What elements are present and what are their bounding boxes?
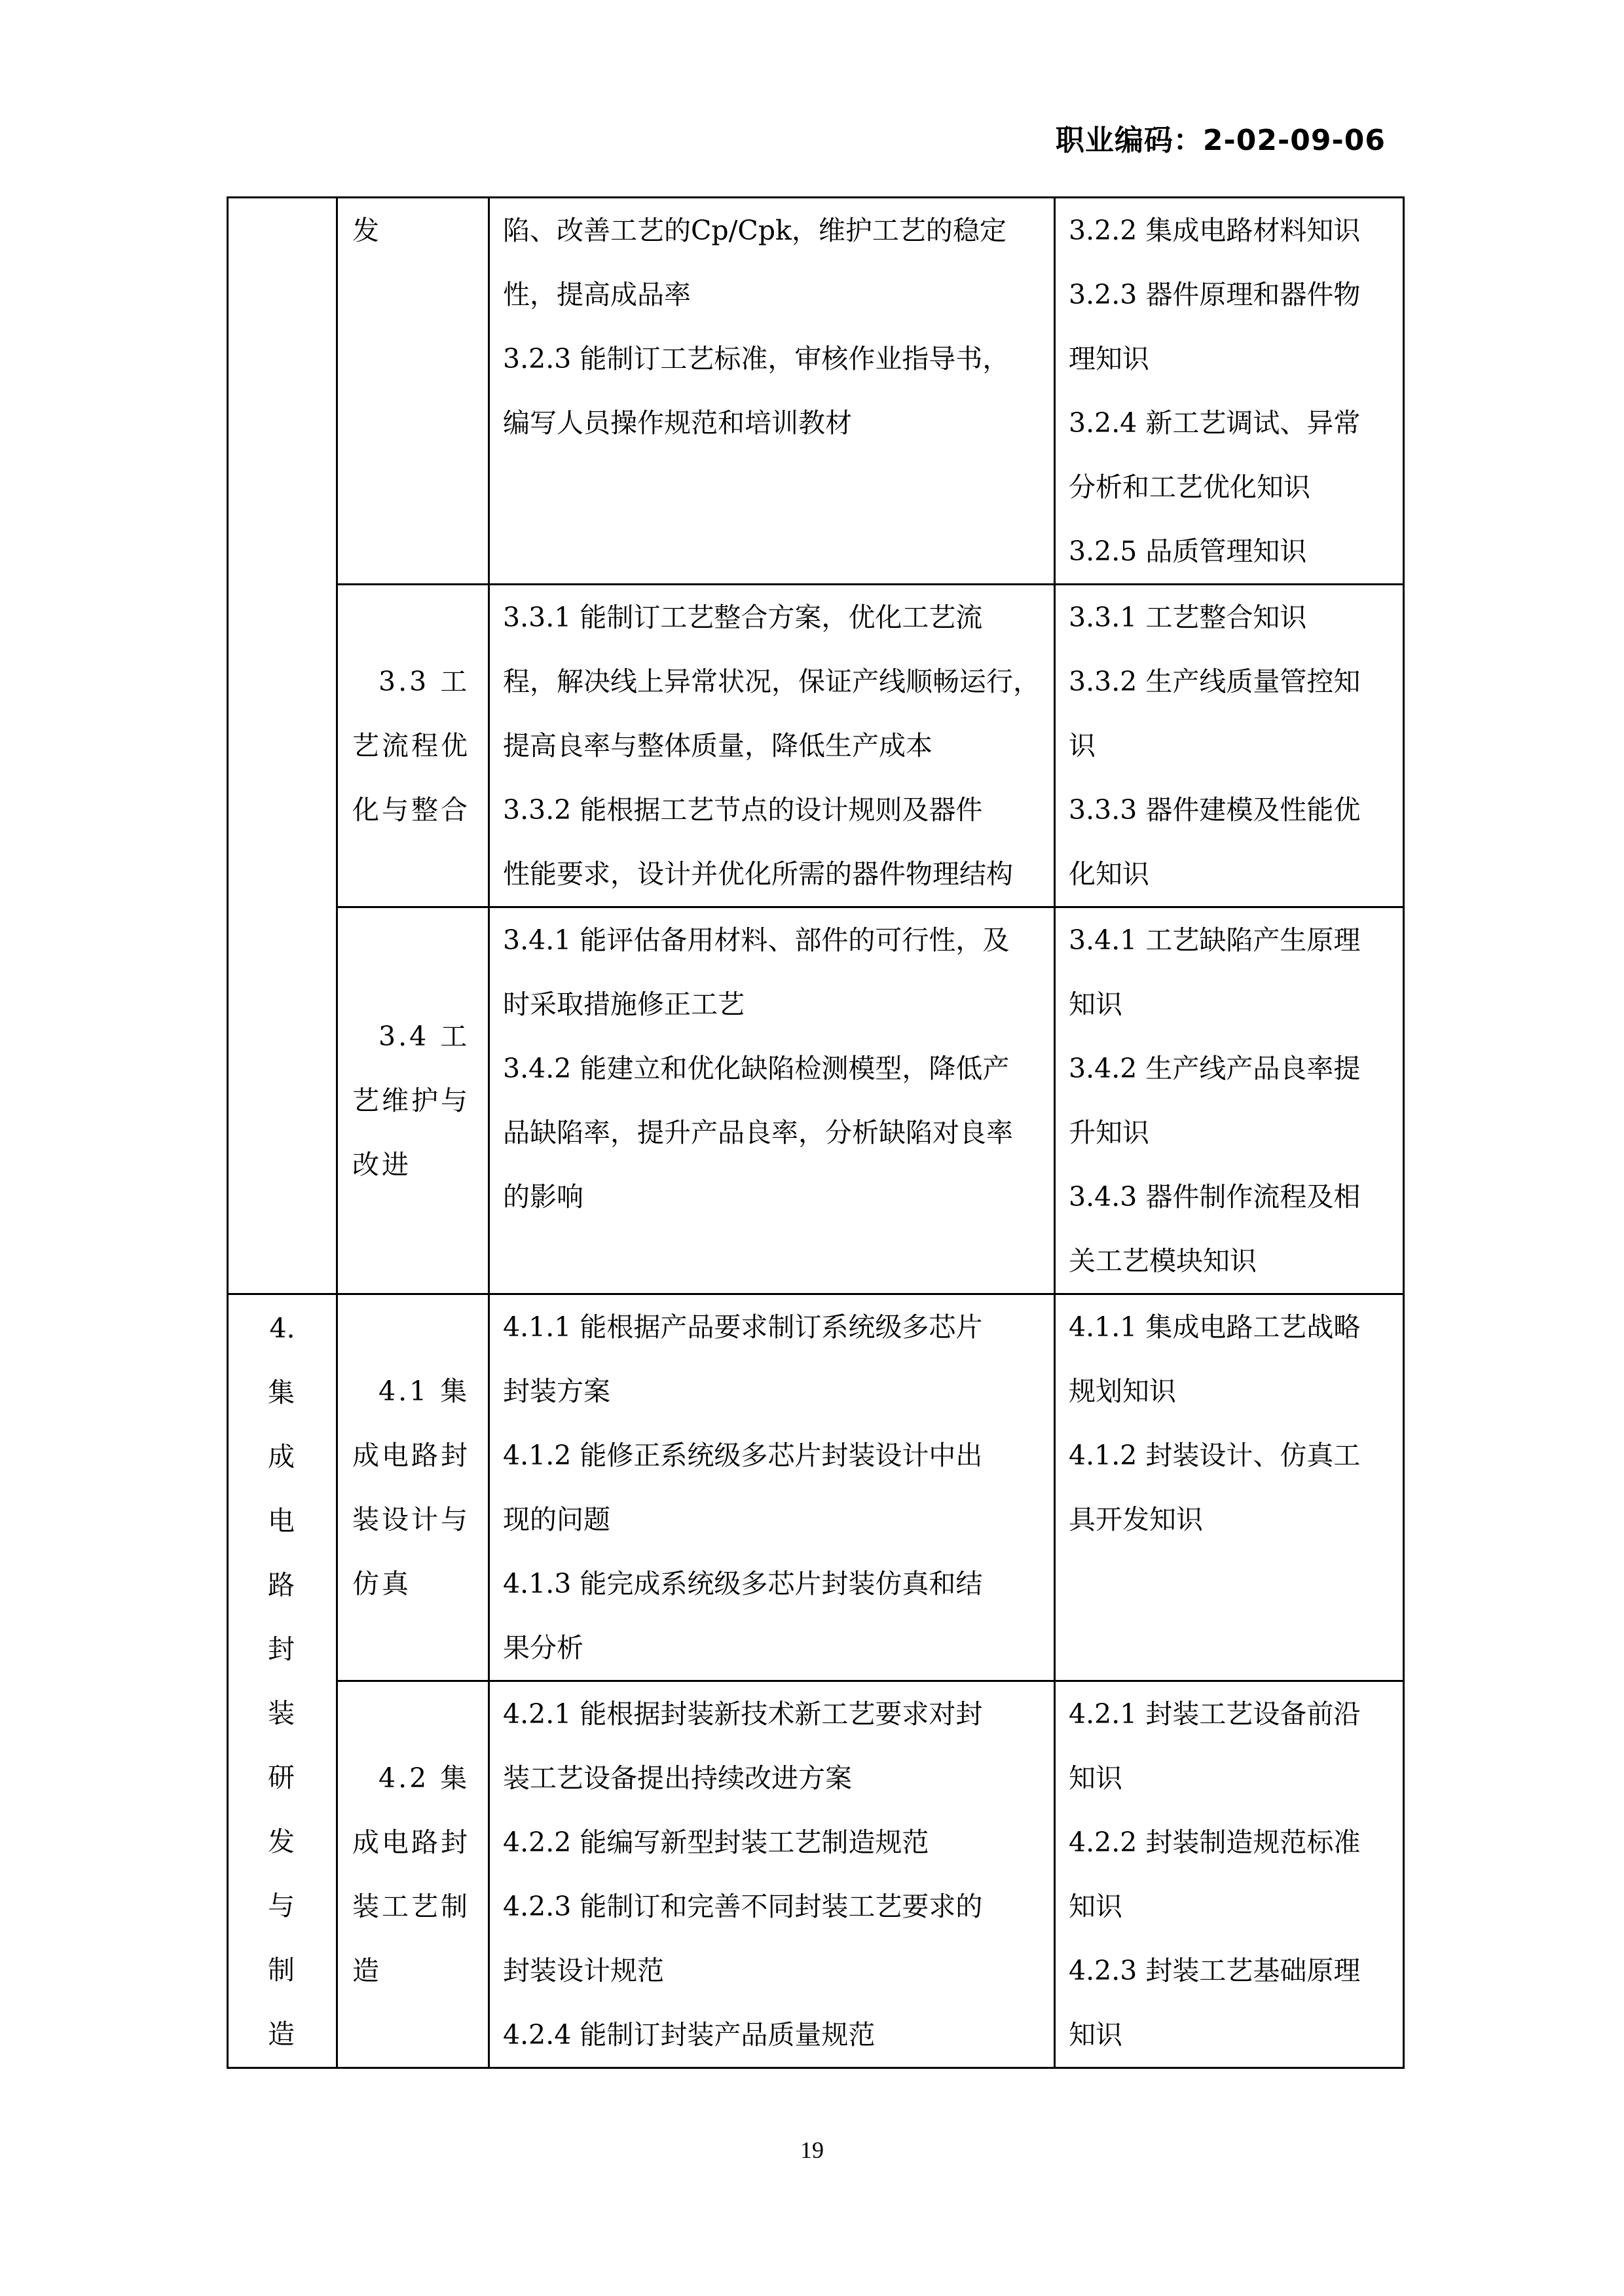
unit-line: 艺流程优 (352, 730, 470, 761)
knowledge-cell (1055, 585, 1404, 907)
skill-line: 品缺陷率，提升产品良率，分析缺陷对良率 (503, 1117, 1013, 1148)
skill-line: 3.4.1 能评估备用材料、部件的可行性，及 (503, 924, 1010, 956)
unit-cell (337, 1294, 489, 1681)
knowledge-line: 3.4.1 工艺缺陷产生原理 (1069, 924, 1361, 956)
skill-line: 性能要求，设计并优化所需的器件物理结构 (503, 858, 1013, 890)
unit-line: 成电路封 (352, 1827, 470, 1858)
knowledge-line: 3.3.1 工艺整合知识 (1069, 602, 1307, 633)
knowledge-cell (1055, 1294, 1404, 1681)
knowledge-line: 具开发知识 (1069, 1504, 1203, 1535)
unit-line: 4.2 集 (378, 1762, 470, 1794)
knowledge-line: 3.2.5 品质管理知识 (1069, 536, 1307, 567)
skill-line: 3.3.1 能制订工艺整合方案，优化工艺流 (503, 602, 983, 633)
skill-line: 现的问题 (503, 1504, 610, 1535)
skill-line: 的影响 (503, 1181, 583, 1212)
unit-cell (337, 198, 489, 585)
unit-line: 3.4 工 (378, 1021, 470, 1052)
skill-line: 3.3.2 能根据工艺节点的设计规则及器件 (503, 794, 983, 826)
skill-line: 时采取措施修正工艺 (503, 989, 745, 1020)
page-number: 19 (800, 2137, 824, 2163)
area-line: 电路 (268, 1504, 330, 1601)
competency-table (227, 196, 1405, 2069)
skill-line: 程，解决线上异常状况，保证产线顺畅运行， (503, 666, 1040, 697)
knowledge-line: 3.4.3 器件制作流程及相 (1069, 1181, 1361, 1212)
knowledge-line: 3.2.4 新工艺调试、异常 (1069, 407, 1361, 439)
unit-line: 装设计与 (352, 1504, 470, 1535)
skill-line: 封装方案 (503, 1376, 610, 1407)
skill-line: 3.2.3 能制订工艺标准，审核作业指导书， (503, 343, 1010, 374)
area-cell (228, 1294, 337, 2068)
table-row (228, 1294, 1404, 1681)
table-row (228, 198, 1404, 585)
knowledge-line: 4.2.2 封装制造规范标准 (1069, 1827, 1361, 1858)
knowledge-cell (1055, 198, 1404, 585)
unit-line: 发 (352, 215, 379, 246)
knowledge-line: 分析和工艺优化知识 (1069, 471, 1310, 503)
knowledge-line: 3.2.3 器件原理和器件物 (1069, 279, 1361, 310)
knowledge-line: 知识 (1069, 989, 1122, 1020)
unit-line: 成电路封 (352, 1440, 470, 1471)
unit-cell (337, 585, 489, 907)
knowledge-line: 3.3.2 生产线质量管控知 (1069, 666, 1361, 697)
knowledge-line: 3.3.3 器件建模及性能优 (1069, 794, 1361, 826)
knowledge-line: 知识 (1069, 1762, 1122, 1794)
skill-cell (489, 1294, 1055, 1681)
knowledge-line: 升知识 (1069, 1117, 1149, 1148)
skill-cell (489, 907, 1055, 1294)
skill-cell (489, 198, 1055, 585)
skill-line: 4.2.2 能编写新型封装工艺制造规范 (503, 1827, 929, 1858)
area-line: 研发 (268, 1761, 330, 1857)
knowledge-cell (1055, 1681, 1404, 2068)
unit-line: 4.1 集 (378, 1376, 470, 1407)
table-row (228, 585, 1404, 907)
unit-line: 化与整合 (352, 794, 470, 826)
knowledge-line: 规划知识 (1069, 1376, 1176, 1407)
knowledge-line: 4.2.1 封装工艺设备前沿 (1069, 1698, 1361, 1730)
skill-line: 装工艺设备提出持续改进方案 (503, 1762, 852, 1794)
unit-line: 改进 (352, 1149, 411, 1180)
area-cell-continued (228, 198, 337, 1294)
skill-line: 编写人员操作规范和培训教材 (503, 407, 852, 439)
knowledge-line: 4.1.1 集成电路工艺战略 (1069, 1311, 1361, 1343)
area-line: 与制 (268, 1889, 330, 1986)
knowledge-line: 4.2.3 封装工艺基础原理 (1069, 1955, 1361, 1986)
skill-line: 4.1.2 能修正系统级多芯片封装设计中出 (503, 1440, 983, 1471)
job-code: 职业编码：2-02-09-06 (1055, 124, 1386, 157)
knowledge-line: 理知识 (1069, 343, 1149, 374)
unit-cell (337, 907, 489, 1294)
skill-line: 3.4.2 能建立和优化缺陷检测模型，降低产 (503, 1053, 1010, 1084)
area-line: 集成 (268, 1376, 330, 1472)
unit-line: 造 (352, 1955, 382, 1986)
skill-line: 性，提高成品率 (503, 279, 691, 310)
knowledge-line: 化知识 (1069, 858, 1149, 890)
unit-line: 3.3 工 (378, 666, 470, 697)
area-number: 4. (269, 1312, 295, 1344)
skill-line: 封装设计规范 (503, 1955, 664, 1986)
skill-line: 提高良率与整体质量，降低生产成本 (503, 730, 932, 761)
knowledge-cell (1055, 907, 1404, 1294)
skill-cell (489, 1681, 1055, 2068)
skill-cell (489, 585, 1055, 907)
knowledge-line: 3.2.2 集成电路材料知识 (1069, 215, 1361, 246)
skill-line: 陷、改善工艺的Cp/Cpk，维护工艺的稳定 (503, 215, 1006, 246)
table-row (228, 1681, 1404, 2068)
knowledge-line: 3.4.2 生产线产品良率提 (1069, 1053, 1361, 1084)
knowledge-line: 关工艺模块知识 (1069, 1245, 1257, 1277)
unit-line: 装工艺制 (352, 1891, 470, 1922)
knowledge-line: 知识 (1069, 2019, 1122, 2050)
table-row (228, 907, 1404, 1294)
knowledge-line: 4.1.2 封装设计、仿真工 (1069, 1440, 1361, 1471)
skill-line: 4.2.1 能根据封装新技术新工艺要求对封 (503, 1698, 983, 1730)
unit-cell (337, 1681, 489, 2068)
area-line: 造 (268, 2018, 330, 2050)
skill-line: 4.2.4 能制订封装产品质量规范 (503, 2019, 876, 2050)
area-line: 封装 (268, 1633, 330, 1729)
knowledge-line: 知识 (1069, 1891, 1122, 1922)
skill-line: 4.1.1 能根据产品要求制订系统级多芯片 (503, 1311, 983, 1343)
skill-line: 4.1.3 能完成系统级多芯片封装仿真和结 (503, 1568, 983, 1599)
skill-line: 4.2.3 能制订和完善不同封装工艺要求的 (503, 1891, 983, 1922)
unit-line: 仿真 (352, 1568, 411, 1599)
skill-line: 果分析 (503, 1632, 583, 1664)
knowledge-line: 识 (1069, 730, 1096, 761)
unit-line: 艺维护与 (352, 1085, 470, 1116)
